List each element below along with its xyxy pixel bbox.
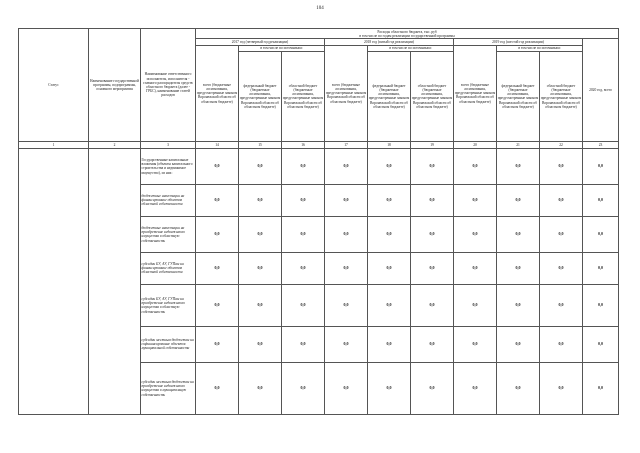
amount-cell: 0,0 [540, 284, 583, 326]
amount-cell: 0,0 [540, 326, 583, 362]
amount-cell: 0,0 [325, 252, 368, 284]
amount-cell: 0,0 [411, 326, 454, 362]
amount-cell: 0,0 [540, 252, 583, 284]
amount-cell: 0,0 [325, 326, 368, 362]
amount-cell: 0,0 [540, 362, 583, 414]
amount-cell: 0,0 [239, 284, 282, 326]
amount-cell: 0,0 [196, 184, 239, 216]
amount-cell: 0,0 [368, 252, 411, 284]
amount-cell: 0,0 [282, 148, 325, 184]
amount-cell: 0,0 [583, 284, 619, 326]
amount-cell: 0,0 [196, 284, 239, 326]
amount-cell: 0,0 [239, 184, 282, 216]
amount-cell: 0,0 [497, 326, 540, 362]
header-in-realization: в том числе по годам реализации государственной программы [359, 33, 455, 38]
header-2018-federal: федеральный бюджет (бюджетные ассигнования, предусмотренные законом Воронежской области об областном бюджете) [368, 51, 411, 141]
column-number: 16 [282, 141, 325, 148]
column-number: 17 [325, 141, 368, 148]
amount-cell: 0,0 [454, 326, 497, 362]
amount-cell: 0,0 [282, 216, 325, 252]
amount-cell: 0,0 [583, 216, 619, 252]
amount-cell: 0,0 [540, 148, 583, 184]
amount-cell: 0,0 [325, 216, 368, 252]
header-2019-federal: федеральный бюджет (бюджетные ассигнования, предусмотренные законом Воронежской области об областном бюджете) [497, 51, 540, 141]
amount-cell: 0,0 [368, 326, 411, 362]
expense-item-label: субсидии местным бюджетам на софинансирование объектов муниципальной собственности [141, 326, 196, 362]
amount-cell: 0,0 [497, 148, 540, 184]
header-2017-total: всего (бюджетные ассигнования, предусмотренные законом Воронежской области об областном бюджете) [196, 45, 239, 141]
amount-cell: 0,0 [282, 184, 325, 216]
amount-cell: 0,0 [196, 216, 239, 252]
amount-cell: 0,0 [454, 284, 497, 326]
expense-item-label: субсидии БУ, АУ, ГУПам на финансирование объектов областной собственности [141, 252, 196, 284]
status-cell [19, 148, 89, 414]
amount-cell: 0,0 [196, 326, 239, 362]
amount-cell: 0,0 [583, 148, 619, 184]
header-expenses-title: Расходы областного бюджета, тыс. руб [377, 29, 437, 34]
expense-item-label: бюджетные инвестиции на приобретение недвижимого имущества в областную собственность [141, 216, 196, 252]
header-2018-regional: областной бюджет (бюджетные ассигнования, предусмотренные законом Воронежской области об областном бюджете) [411, 51, 454, 141]
amount-cell: 0,0 [497, 252, 540, 284]
amount-cell: 0,0 [239, 148, 282, 184]
amount-cell: 0,0 [454, 362, 497, 414]
header-2017-federal: федеральный бюджет (бюджетные ассигнования, предусмотренные законом Воронежской области об областном бюджете) [239, 51, 282, 141]
column-number: 21 [497, 141, 540, 148]
amount-cell: 0,0 [325, 184, 368, 216]
column-number: 14 [196, 141, 239, 148]
header-2017-sources: в том числе по источникам: [239, 45, 325, 51]
amount-cell: 0,0 [454, 252, 497, 284]
column-number: 20 [454, 141, 497, 148]
header-2018-total: всего (бюджетные ассигнования, предусмотренные законом Воронежской области об областном бюджете) [325, 45, 368, 141]
header-program-name: Наименование государственной программы, подпрограммы, основного мероприятия [89, 29, 141, 142]
table-body [19, 148, 619, 414]
column-number: 2 [89, 141, 141, 148]
column-number: 23 [583, 141, 619, 148]
amount-cell: 0,0 [368, 284, 411, 326]
amount-cell: 0,0 [583, 184, 619, 216]
amount-cell: 0,0 [325, 362, 368, 414]
amount-cell: 0,0 [497, 216, 540, 252]
expense-item-label: субсидии БУ, АУ, ГУПам на приобретение недвижимого имущества в областную собственность [141, 284, 196, 326]
column-number: 19 [411, 141, 454, 148]
amount-cell: 0,0 [583, 362, 619, 414]
column-number-row [19, 141, 619, 148]
amount-cell: 0,0 [282, 252, 325, 284]
amount-cell: 0,0 [540, 216, 583, 252]
amount-cell: 0,0 [454, 184, 497, 216]
header-2018-sources: в том числе по источникам: [368, 45, 454, 51]
amount-cell: 0,0 [368, 216, 411, 252]
amount-cell: 0,0 [282, 326, 325, 362]
amount-cell: 0,0 [497, 184, 540, 216]
budget-table [18, 28, 619, 415]
expense-item-label: Государственные капитальные вложения (объекты капитального строительства и недвижимое имущество), из них: [141, 148, 196, 184]
program-name-cell [89, 148, 141, 414]
column-number: 18 [368, 141, 411, 148]
column-number: 1 [19, 141, 89, 148]
amount-cell: 0,0 [196, 252, 239, 284]
amount-cell: 0,0 [368, 148, 411, 184]
amount-cell: 0,0 [325, 284, 368, 326]
amount-cell: 0,0 [368, 362, 411, 414]
expense-item-label: субсидии местным бюджетам на приобретение недвижимого имущества в муниципальную собственность [141, 362, 196, 414]
page-number: 104 [316, 6, 324, 11]
amount-cell: 0,0 [411, 284, 454, 326]
amount-cell: 0,0 [325, 148, 368, 184]
header-2019-regional: областной бюджет (бюджетные ассигнования, предусмотренные законом Воронежской области об областном бюджете) [540, 51, 583, 141]
header-expenses [196, 29, 619, 39]
amount-cell: 0,0 [411, 216, 454, 252]
header-2017-regional: областной бюджет (бюджетные ассигнования, предусмотренные законом Воронежской области об областном бюджете) [282, 51, 325, 141]
header-year-2019: 2019 год (шестой год реализации) [454, 39, 583, 45]
header-responsible: Наименование ответственного исполнителя, исполнителя - главного распорядителя средств областного бюджета (далее - ГРБС), наименование статей расходов [141, 29, 196, 142]
amount-cell: 0,0 [583, 326, 619, 362]
amount-cell: 0,0 [411, 184, 454, 216]
amount-cell: 0,0 [239, 216, 282, 252]
column-number: 22 [540, 141, 583, 148]
table-row [19, 148, 619, 184]
amount-cell: 0,0 [282, 284, 325, 326]
amount-cell: 0,0 [454, 216, 497, 252]
amount-cell: 0,0 [196, 362, 239, 414]
amount-cell: 0,0 [583, 252, 619, 284]
amount-cell: 0,0 [196, 148, 239, 184]
amount-cell: 0,0 [368, 184, 411, 216]
header-year-2018: 2018 год (пятый год реализации) [325, 39, 454, 45]
amount-cell: 0,0 [411, 362, 454, 414]
amount-cell: 0,0 [411, 148, 454, 184]
expense-item-label: бюджетные инвестиции на финансирование объектов областной собственности [141, 184, 196, 216]
column-number: 15 [239, 141, 282, 148]
amount-cell: 0,0 [497, 284, 540, 326]
header-year-2017: 2017 год (четвертый год реализации) [196, 39, 325, 45]
header-col-2020: 2020 год, всего [583, 39, 619, 141]
header-status: Статус [19, 29, 89, 142]
amount-cell: 0,0 [540, 184, 583, 216]
header-2019-total: всего (бюджетные ассигнования, предусмотренные законом Воронежской области об областном бюджете) [454, 45, 497, 141]
amount-cell: 0,0 [239, 252, 282, 284]
amount-cell: 0,0 [239, 362, 282, 414]
amount-cell: 0,0 [282, 362, 325, 414]
amount-cell: 0,0 [411, 252, 454, 284]
column-number: 3 [141, 141, 196, 148]
amount-cell: 0,0 [454, 148, 497, 184]
amount-cell: 0,0 [239, 326, 282, 362]
header-2019-sources: в том числе по источникам: [497, 45, 583, 51]
amount-cell: 0,0 [497, 362, 540, 414]
